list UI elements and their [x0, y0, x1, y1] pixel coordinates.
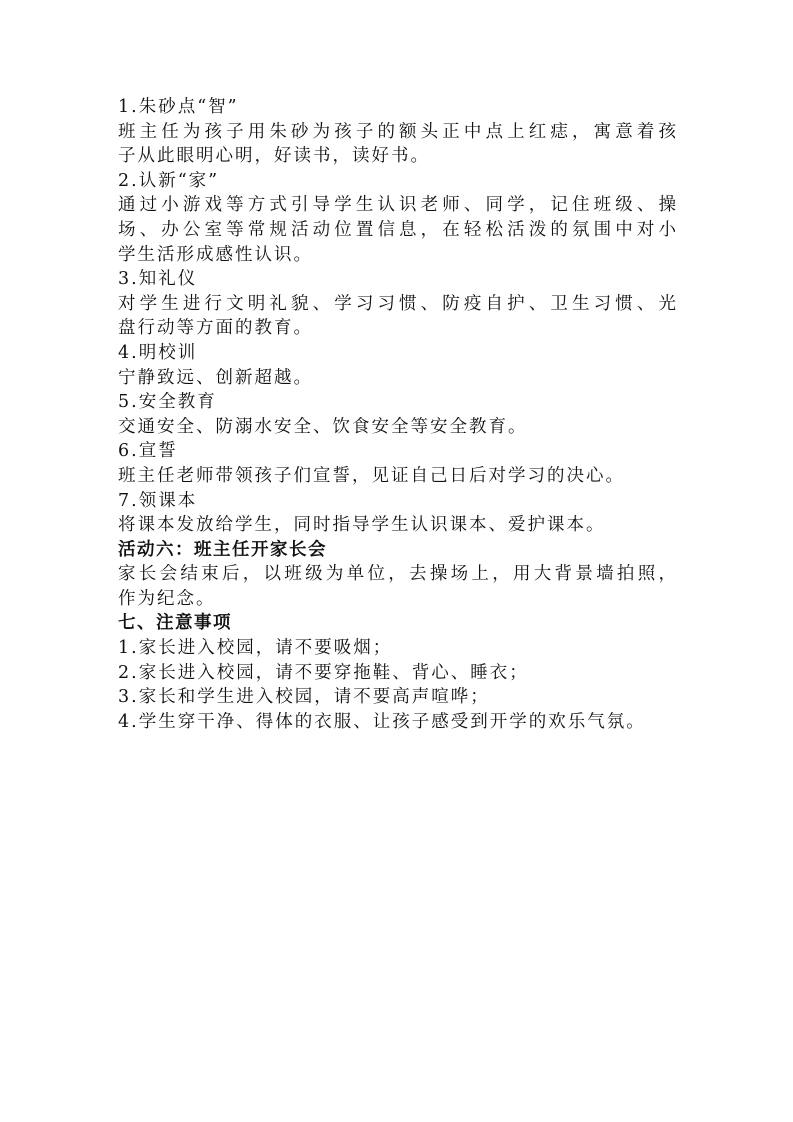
paragraph-line: 通过小游戏等方式引导学生认识老师、同学，记住班级、操 [118, 195, 678, 216]
paragraph-line: 班主任老师带领孩子们宣誓，见证自己日后对学习的决心。 [118, 465, 625, 486]
paragraph-line: 作为纪念。 [118, 588, 216, 609]
document-body [118, 95, 678, 734]
paragraph-line: 家长会结束后，以班级为单位，去操场上，用大背景墙拍照， [118, 564, 678, 585]
section-heading-notes: 七、注意事项 [118, 613, 232, 634]
paragraph-line: 宁静致远、创新超越。 [118, 367, 313, 388]
paragraph-line: 子从此眼明心明，好读书，读好书。 [118, 146, 430, 167]
paragraph-line: 交通安全、防溺水安全、饮食安全等安全教育。 [118, 416, 528, 437]
paragraph-line: 班主任为孩子用朱砂为孩子的额头正中点上红痣，寓意着孩 [118, 121, 678, 142]
note-item-4: 4.学生穿干净、得体的衣服、让孩子感受到开学的欢乐气氛。 [118, 711, 646, 732]
paragraph-line: 将课本发放给学生，同时指导学生认识课本、爱护课本。 [118, 515, 606, 536]
paragraph-line: 对学生进行文明礼貌、学习习惯、防疫自护、卫生习惯、光 [118, 293, 678, 314]
paragraph-line: 场、办公室等常规活动位置信息，在轻松活泼的氛围中对小 [118, 219, 678, 240]
section-heading-activity-six: 活动六：班主任开家长会 [118, 539, 327, 560]
item-heading-6: 6.宣誓 [118, 441, 178, 462]
item-heading-4: 4.明校训 [118, 342, 198, 363]
item-heading-7: 7.领课本 [118, 490, 198, 511]
note-item-3: 3.家长和学生进入校园，请不要高声喧哗； [118, 687, 490, 708]
note-item-1: 1.家长进入校园，请不要吸烟； [118, 638, 393, 659]
item-heading-3: 3.知礼仪 [118, 269, 198, 290]
item-heading-2: 2.认新“家” [118, 170, 220, 191]
paragraph-line: 学生活形成感性认识。 [118, 244, 313, 265]
note-item-2: 2.家长进入校园，请不要穿拖鞋、背心、睡衣； [118, 662, 529, 683]
paragraph-line: 盘行动等方面的教育。 [118, 318, 313, 339]
item-heading-1: 1.朱砂点“智” [118, 97, 239, 117]
item-heading-5: 5.安全教育 [118, 392, 217, 413]
